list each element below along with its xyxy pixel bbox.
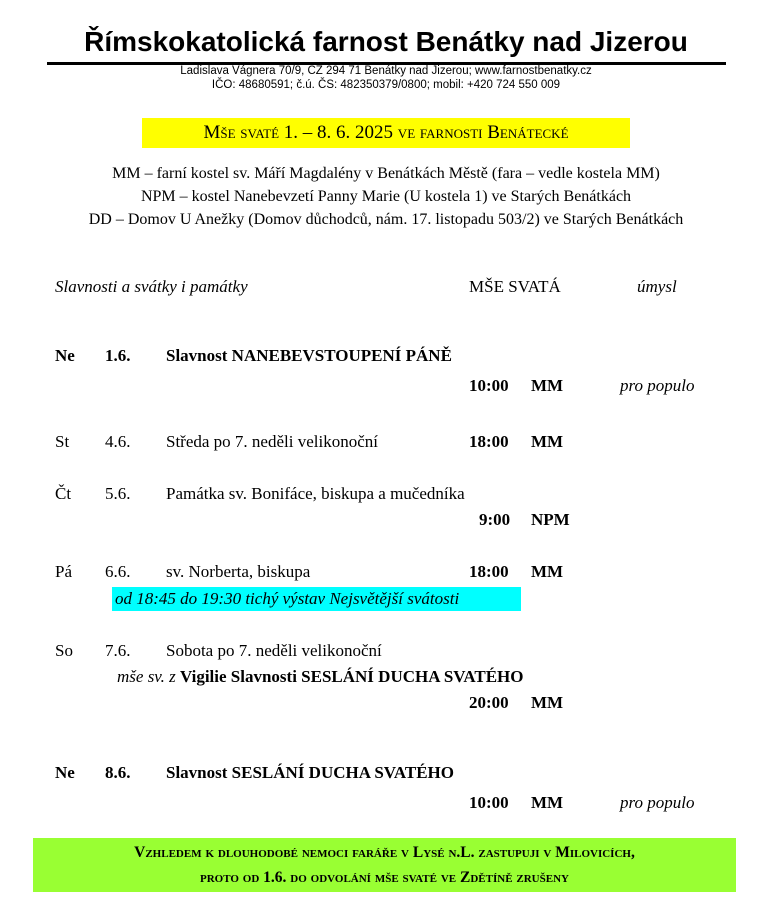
entry-date: 1.6.	[105, 346, 131, 365]
cancellation-banner	[33, 838, 736, 892]
entry-description	[166, 763, 454, 783]
entry-day: Ne	[55, 763, 75, 782]
address-line-1: Ladislava Vágnera 70/9, CZ 294 71 Benátky nad Jizerou; www.farnostbenatky.cz	[180, 65, 592, 77]
adoration-note: od 18:45 do 19:30 tichý výstav Nejsvětější svátosti	[112, 587, 521, 611]
entry-time: 10:00	[469, 793, 509, 812]
entry-place: NPM	[531, 510, 570, 529]
banner-line-1: Vzhledem k dlouhodobé nemoci faráře v Lysé n.L. zastupuji v Milovicích,	[134, 844, 635, 861]
parish-title: Římskokatolická farnost Benátky nad Jizerou	[84, 26, 688, 57]
entry-desc-prefix: Slavnost	[166, 763, 232, 782]
address-line-2: IČO: 48680591; č.ú. ČS: 482350379/0800; mobil: +420 724 550 009	[211, 79, 561, 91]
entry-description: Památka sv. Bonifáce, biskupa a mučedníka	[166, 484, 465, 503]
church-legend-mm: MM – farní kostel sv. Máří Magdalény v Benátkách Městě (fara – vedle kostela MM)	[112, 165, 660, 182]
church-legend-dd: DD – Domov U Anežky (Domov důchodců, nám. 17. listopadu 503/2) ve Starých Benátkách	[88, 211, 684, 228]
entry-day: Čt	[55, 484, 72, 503]
entry-description: Středa po 7. neděli velikonoční	[166, 432, 378, 451]
entry-place: MM	[531, 693, 564, 712]
entry-desc-main: SESLÁNÍ DUCHA SVATÉHO	[231, 763, 454, 782]
entry-date: 8.6.	[105, 763, 131, 782]
entry-time: 18:00	[469, 562, 509, 581]
entry-place: MM	[531, 432, 564, 451]
entry-place: MM	[531, 562, 564, 581]
vigil-note-prefix: mše sv. z	[117, 667, 180, 686]
entry-intention: pro populo	[620, 376, 695, 395]
entry-date: 4.6.	[105, 432, 131, 451]
entry-intention: pro populo	[620, 793, 695, 812]
church-legend-npm: NPM – kostel Nanebevzetí Panny Marie (U kostela 1) ve Starých Benátkách	[140, 188, 632, 205]
entry-desc-prefix: Slavnost	[166, 346, 232, 365]
vigil-note-main: Vigilie Slavnosti SESLÁNÍ DUCHA SVATÉHO	[179, 667, 524, 686]
entry-description: sv. Norberta, biskupa	[166, 562, 311, 581]
entry-time: 9:00	[479, 510, 511, 529]
banner-line-2: proto od 1.6. do odvolání mše svaté ve Zdětíně zrušeny	[200, 869, 569, 886]
vigil-note	[117, 667, 524, 687]
entry-time: 10:00	[469, 376, 509, 395]
entry-day: St	[55, 432, 70, 451]
entry-desc-main: NANEBEVSTOUPENÍ PÁNĚ	[231, 346, 452, 365]
column-header-mass: MŠE SVATÁ	[469, 277, 561, 296]
schedule-headline	[142, 118, 630, 148]
entry-date: 5.6.	[105, 484, 131, 503]
entry-day: Ne	[55, 346, 75, 365]
entry-time: 18:00	[469, 432, 509, 451]
entry-place: MM	[531, 376, 564, 395]
entry-day: Pá	[55, 562, 72, 581]
column-header-feast: Slavnosti a svátky i památky	[55, 277, 248, 296]
entry-description	[166, 346, 452, 366]
entry-date: 7.6.	[105, 641, 131, 660]
entry-day: So	[55, 641, 73, 660]
entry-description: Sobota po 7. neděli velikonoční	[166, 641, 382, 660]
headline-text: Mše svaté 1. – 8. 6. 2025 ve farnosti Benátecké	[203, 122, 569, 143]
entry-time: 20:00	[469, 693, 509, 712]
entry-place: MM	[531, 793, 564, 812]
column-header-intention: úmysl	[637, 277, 677, 296]
entry-date: 6.6.	[105, 562, 131, 581]
